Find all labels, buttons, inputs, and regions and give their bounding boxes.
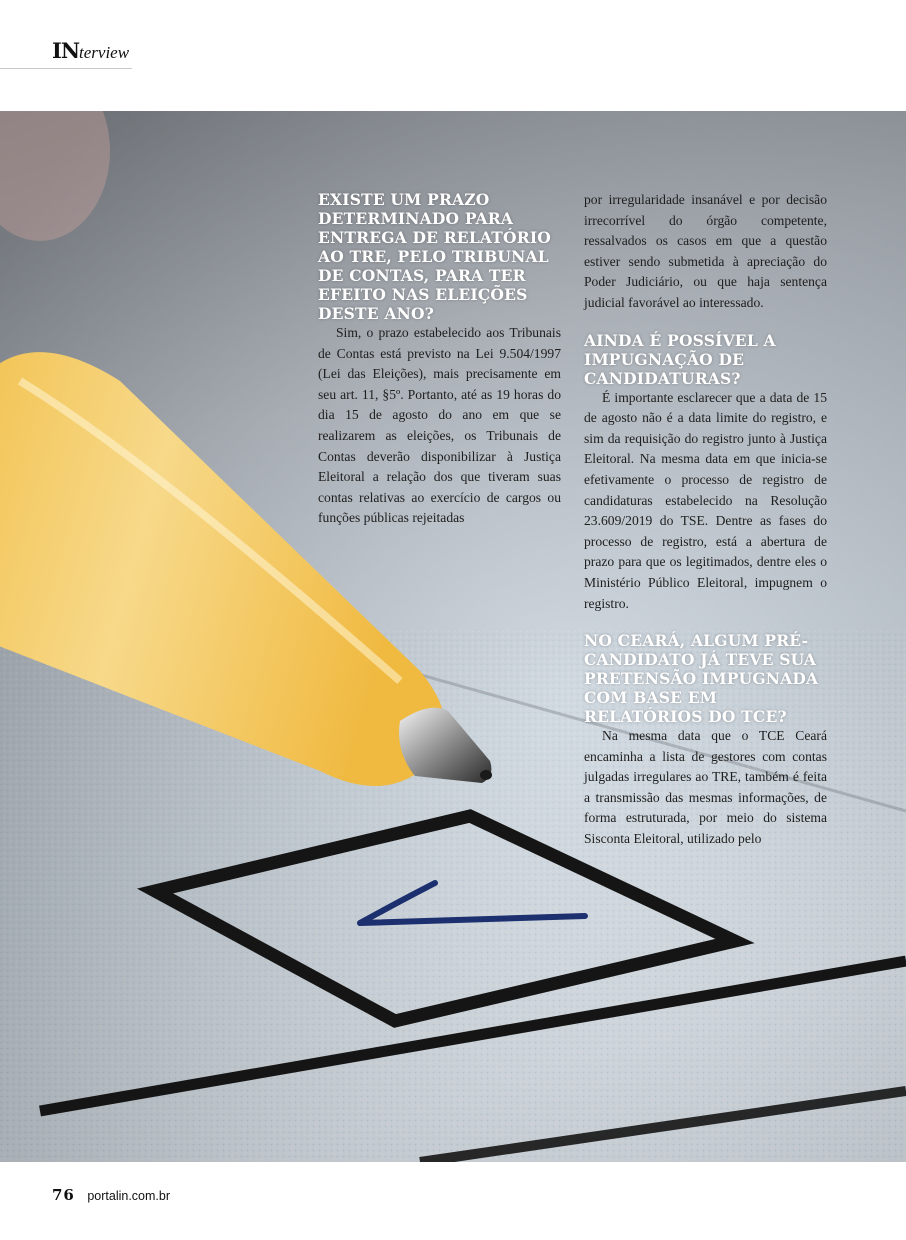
answer-1: Sim, o prazo estabelecido aos Tribunais de Contas está previsto na Lei 9.504/1997 (Lei das Eleições), mais precisamente em seu art. 11, §5º. Portanto, até as 19 horas do dia 15 de agosto do ano em que se realizarem as eleições, os Tribunais de Contas deverão disponibilizar à Justiça Eleitoral a relação dos que tiveram suas contas relativas ao exercício de cargos ou funções públicas rejeitadas (318, 325, 561, 526)
answer-3: Na mesma data que o TCE Ceará encaminha a lista de gestores com contas julgadas irregulares ao TRE, também é feita a transmissão das mesmas informações, de forma estruturada, por meio do sistema Sisconta Eleitoral, utilizado pelo (584, 728, 827, 847)
page-footer (52, 1186, 170, 1206)
question-3: NO CEARÁ, ALGUM PRÉ-CANDIDATO JÁ TEVE SUA PRETENSÃO IMPUGNADA COM BASE EM RELATÓRIOS DO TCE? (584, 631, 819, 727)
site-url: portalin.com.br (87, 1189, 171, 1203)
question-1: EXISTE UM PRAZO DETERMINADO PARA ENTREGA DE RELATÓRIO AO TRE, PELO TRIBUNAL DE CONTAS, PARA TER EFEITO NAS ELEIÇÕES DESTE ANO? (318, 190, 551, 323)
answer-2: É importante esclarecer que a data de 15 de agosto não é a data limite do registro, e sim da requisição do registro junto à Justiça Eleitoral. Na mesma data em que inicia-se efetivamente o processo de registro de candidaturas estabelecido na Resolução 23.609/2019 do TSE. Dentre as fases do processo de registro, está a abertura de prazo para que os legitimados, dentre eles o Ministério Público Eleitoral, impugnem o registro. (584, 389, 827, 611)
column-right (584, 190, 827, 850)
section-tag-suffix: terview (79, 43, 130, 62)
question-2: AINDA É POSSÍVEL A IMPUGNAÇÃO DE CANDIDATURAS? (584, 330, 776, 388)
section-tag-rule (0, 68, 132, 69)
answer-1-continued: por irregularidade insanável e por decisão irrecorrível do órgão competente, ressalvados os casos em que a questão estiver sendo submetida à apreciação do Poder Judiciário, ou que haja sentença judicial favorável ao interessado. (584, 192, 827, 310)
section-tag-prefix: IN (52, 38, 80, 63)
column-left (318, 190, 561, 529)
page-number: 76 (52, 1186, 75, 1204)
section-tag (52, 38, 129, 66)
